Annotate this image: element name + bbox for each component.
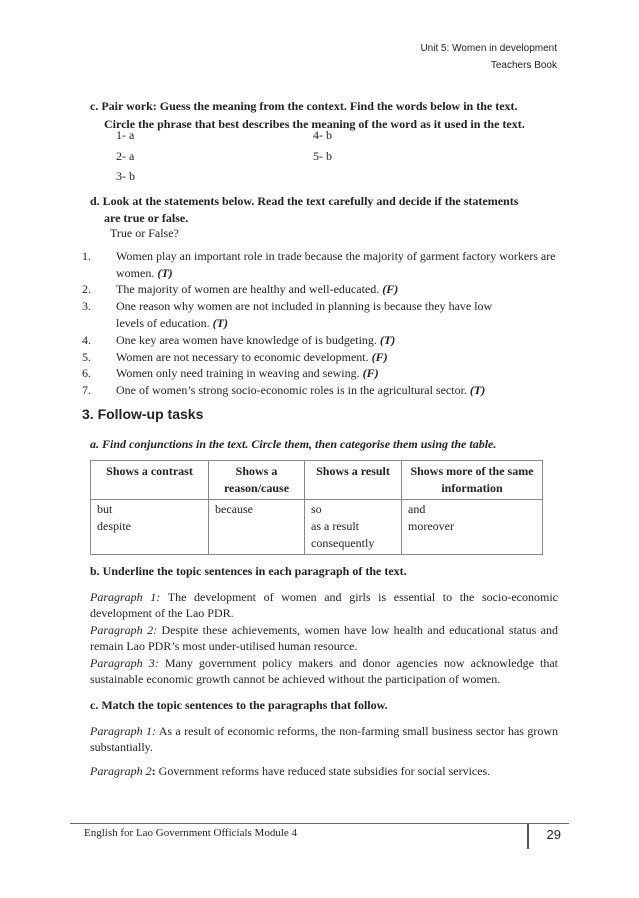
section-d-instruction-2: are true or false.: [104, 211, 189, 225]
table-row: [91, 500, 543, 555]
follow-up-heading: 3. Follow-up tasks: [82, 406, 204, 422]
unit-title: Unit 5: Women in development: [420, 43, 557, 54]
conjunction-table: [90, 460, 543, 555]
header-contrast: Shows a contrast: [91, 461, 209, 500]
task-c-paragraph-1: Paragraph 1: As a result of economic reforms, the non-farming small business sector has grown substantially.: [90, 724, 558, 754]
cell-result: so as a result consequently: [305, 500, 402, 555]
section-c-instruction-1: c. Pair work: Guess the meaning from the context. Find the words below in the text.: [90, 99, 518, 113]
answer-5: 5- b: [313, 149, 332, 163]
footer-title: English for Lao Government Officials Module 4: [84, 827, 298, 839]
true-false-prompt: True or False?: [110, 226, 179, 240]
statement-3: 3. One reason why women are not included in planning is because they have low levels of education. (T): [82, 299, 493, 330]
header-reason: Shows a reason/cause: [209, 461, 305, 500]
statement-7: 7. One of women’s strong socio-economic roles is in the agricultural sector. (T): [82, 383, 486, 397]
page-number: 29: [527, 824, 561, 849]
task-b-paragraph-2: Paragraph 2: Despite these achievements, women have low health and educational status and remain Lao PDR’s most under-utilised human resource.: [90, 623, 558, 653]
task-b-instruction: b. Underline the topic sentences in each paragraph of the text.: [90, 564, 407, 578]
cell-more-info: and moreover: [402, 500, 543, 555]
answer-3: 3- b: [116, 169, 135, 183]
table-header-row: [91, 461, 543, 500]
page-footer: [70, 823, 569, 844]
statement-2: 2. The majority of women are healthy and well-educated. (F): [82, 282, 399, 296]
statement-1: 1. Women play an important role in trade because the majority of garment factory workers are women. (T): [82, 249, 556, 280]
cell-contrast: but despite: [91, 500, 209, 555]
task-c-instruction: c. Match the topic sentences to the paragraphs that follow.: [90, 698, 388, 712]
section-d-instruction-1: d. Look at the statements below. Read the text carefully and decide if the statements: [90, 194, 519, 208]
section-c-instruction-2: Circle the phrase that best describes the meaning of the word as it used in the text.: [104, 117, 525, 131]
answer-4: 4- b: [313, 128, 332, 142]
statement-6: 6. Women only need training in weaving and sewing. (F): [82, 366, 379, 380]
header-more-info: Shows more of the same information: [402, 461, 543, 500]
task-a-instruction: a. Find conjunctions in the text. Circle them, then categorise them using the table.: [90, 437, 497, 451]
header-result: Shows a result: [305, 461, 402, 500]
running-header: [420, 40, 557, 74]
answer-2: 2- a: [116, 149, 135, 163]
book-title: Teachers Book: [490, 60, 557, 71]
cell-reason: because: [209, 500, 305, 555]
task-c-paragraph-2: Paragraph 2: Government reforms have reduced state subsidies for social services.: [90, 764, 491, 778]
answer-1: 1- a: [116, 128, 135, 142]
task-b-paragraph-3: Paragraph 3: Many government policy makers and donor agencies now acknowledge that sustainable economic growth cannot be achieved without the participation of women.: [90, 656, 559, 686]
task-b-paragraph-1: Paragraph 1: The development of women and girls is essential to the socio-economic development of the Lao PDR.: [90, 590, 558, 620]
statement-5: 5. Women are not necessary to economic development. (F): [82, 350, 388, 364]
statement-4: 4. One key area women have knowledge of is budgeting. (T): [82, 333, 396, 347]
